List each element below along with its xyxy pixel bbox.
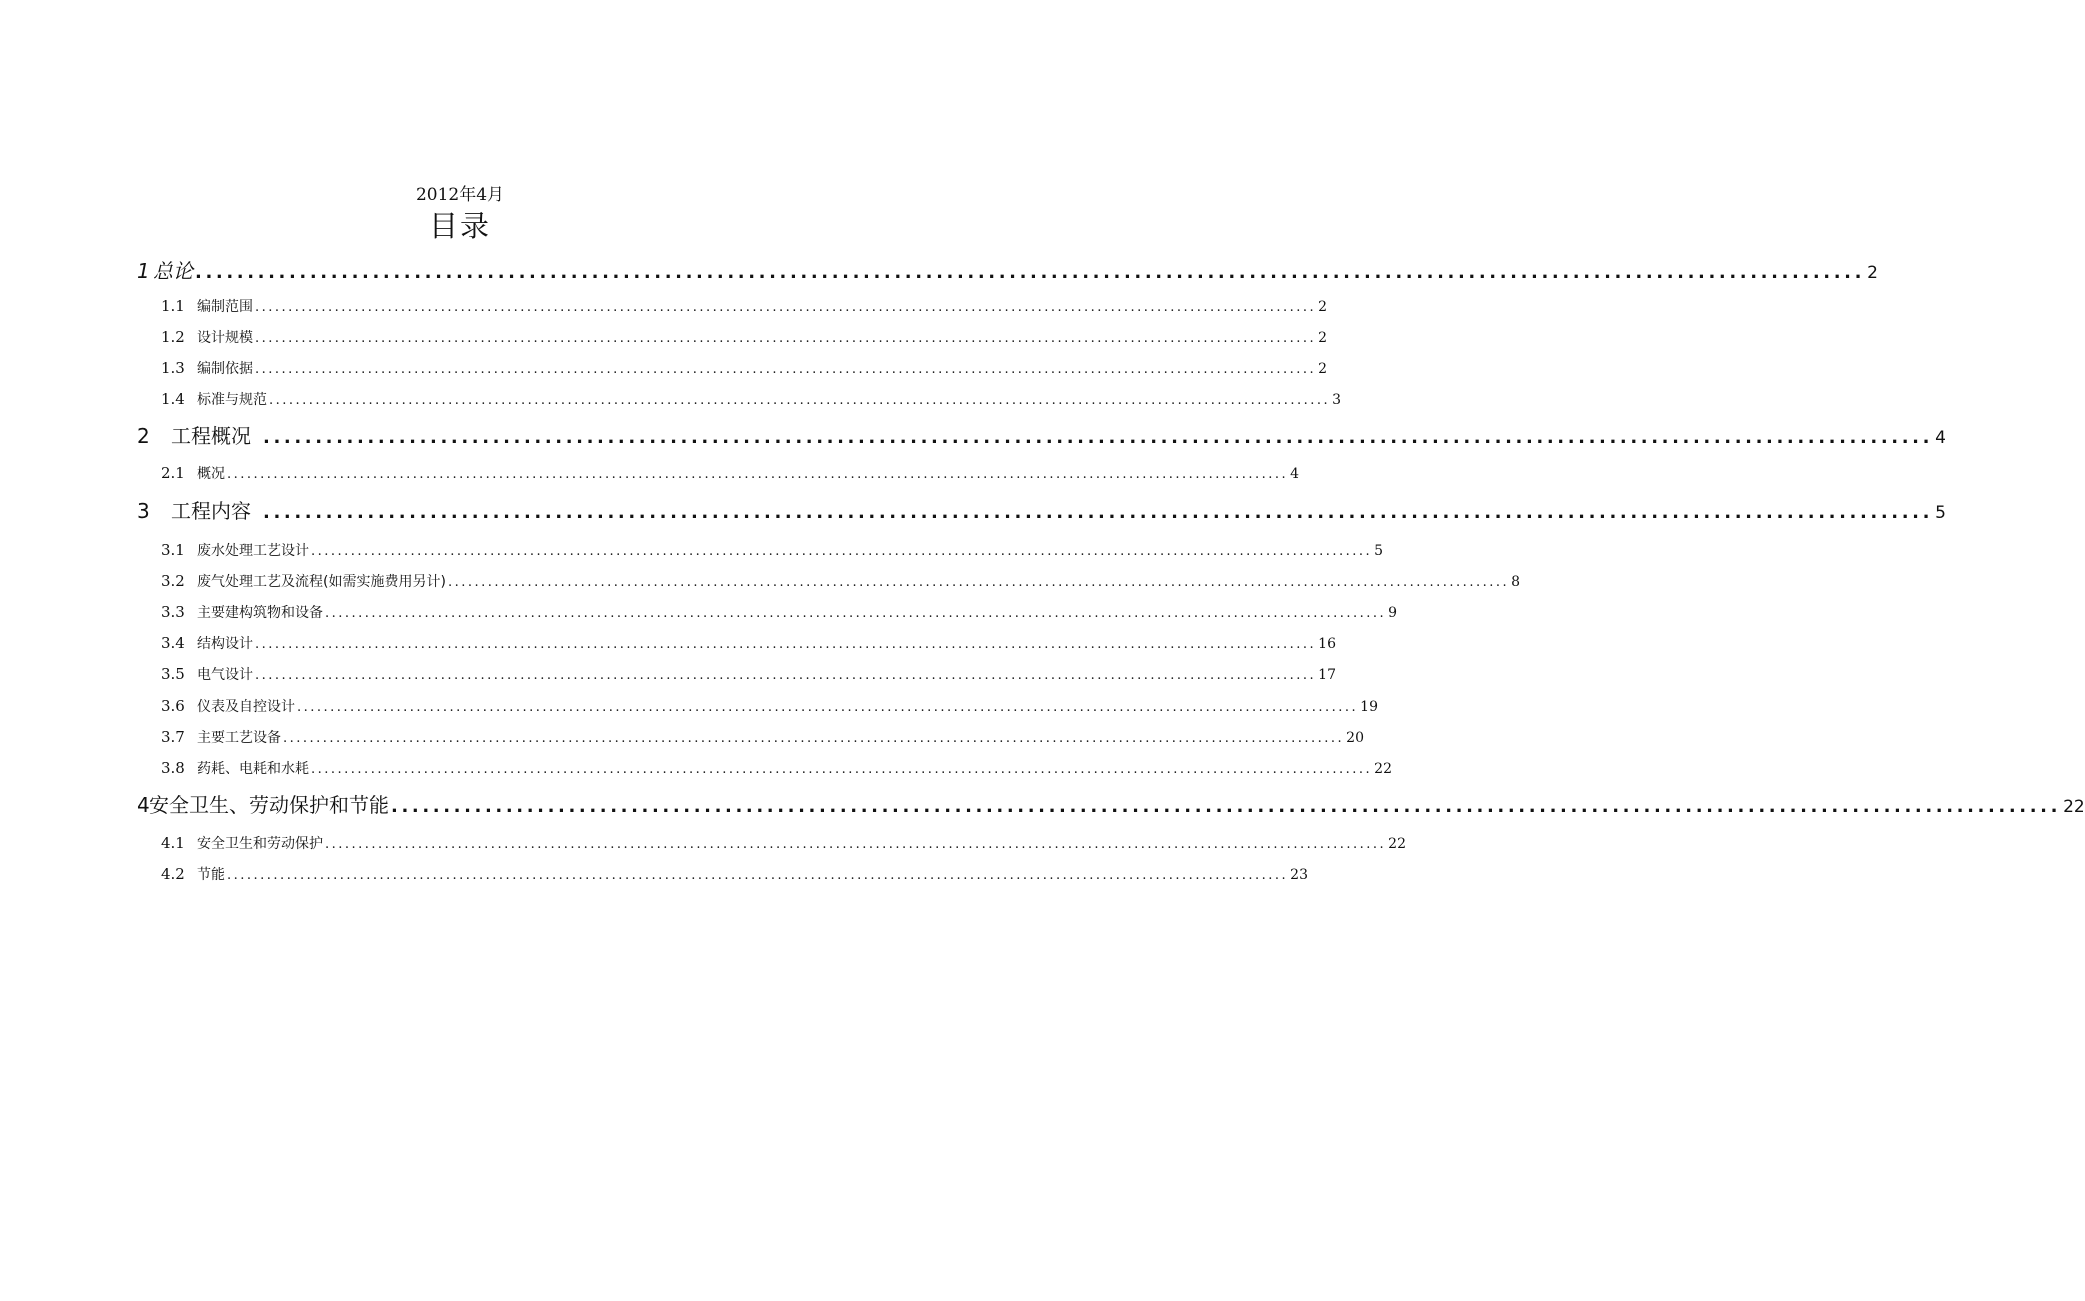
dot-leader: ................................................................................................................................................................: [255, 362, 1317, 377]
toc-entry-page: 16: [1318, 636, 1336, 652]
toc-entry-2-1[interactable]: [161, 462, 1300, 486]
toc-entry-number: 1.1: [161, 297, 185, 315]
dot-leader: ................................................................................................................................................................: [447, 575, 1510, 590]
toc-entry-number: 4.1: [161, 834, 185, 852]
toc-entry-page: 17: [1318, 667, 1336, 683]
toc-entry-page: 9: [1388, 605, 1398, 621]
toc-entry-text: 编制范围: [197, 299, 253, 315]
toc-entry-1-2[interactable]: [161, 326, 1328, 350]
toc-entry-page: 22: [1388, 836, 1406, 852]
dot-leader: ................................................................................................................................................................: [195, 262, 1866, 283]
toc-entry-number: 3: [137, 499, 150, 523]
toc-entry-page: 5: [1935, 503, 1946, 523]
toc-entry-page: 2: [1318, 330, 1328, 346]
dot-leader: ................................................................................................................................................................: [227, 868, 1289, 883]
toc-entry-text: 安全卫生和劳动保护: [197, 836, 323, 852]
toc-entry-number: 2: [137, 424, 150, 448]
dot-leader: ................................................................................................................................................................: [311, 762, 1373, 777]
toc-entry-3-7[interactable]: [161, 726, 1364, 750]
toc-entry-page: 2: [1318, 361, 1328, 377]
toc-entry-number: 3.4: [161, 634, 185, 652]
toc-entry-text: 结构设计: [197, 636, 253, 652]
toc-entry-1-4[interactable]: [161, 388, 1342, 412]
toc-entry-number: 1.3: [161, 359, 185, 377]
toc-entry-3-3[interactable]: [161, 601, 1398, 625]
document-date: 2012年4月: [415, 185, 505, 205]
toc-entry-3-5[interactable]: [161, 663, 1336, 687]
dot-leader: ................................................................................................................................................................: [263, 502, 1934, 523]
toc-entry-3[interactable]: [137, 497, 1946, 527]
dot-leader: ................................................................................................................................................................: [255, 331, 1317, 346]
dot-leader: ................................................................................................................................................................: [311, 544, 1373, 559]
dot-leader: ................................................................................................................................................................: [297, 700, 1359, 715]
toc-entry-number: 4: [137, 793, 150, 817]
toc-entry-page: 3: [1332, 392, 1342, 408]
toc-entry-4[interactable]: [137, 791, 2085, 821]
toc-entry-number: 3.5: [161, 665, 185, 683]
toc-entry-number: 3.7: [161, 728, 185, 746]
toc-entry-4-1[interactable]: [161, 832, 1406, 856]
dot-leader: ................................................................................................................................................................: [269, 393, 1331, 408]
toc-entry-3-8[interactable]: [161, 757, 1392, 781]
dot-leader: ................................................................................................................................................................: [227, 467, 1289, 482]
toc-entry-page: 4: [1290, 466, 1300, 482]
toc-entry-text: 药耗、电耗和水耗: [197, 761, 309, 777]
toc-entry-1-1[interactable]: [161, 295, 1328, 319]
toc-entry-number: 3.3: [161, 603, 185, 621]
toc-entry-text: 安全卫生、劳动保护和节能: [149, 793, 389, 817]
toc-entry-number: 1: [137, 259, 150, 283]
toc-entry-number: 1.4: [161, 390, 185, 408]
toc-entry-text: 主要建构筑物和设备: [197, 605, 323, 621]
toc-entry-page: 8: [1511, 574, 1521, 590]
toc-entry-page: 23: [1290, 867, 1308, 883]
toc-entry-text: 编制依据: [197, 361, 253, 377]
toc-entry-1[interactable]: [137, 257, 1878, 287]
toc-entry-text: 标准与规范: [197, 392, 267, 408]
dot-leader: ................................................................................................................................................................: [255, 637, 1317, 652]
toc-entry-3-6[interactable]: [161, 695, 1378, 719]
toc-entry-page: 4: [1935, 428, 1946, 448]
toc-entry-text: 概况: [197, 466, 225, 482]
toc-entry-page: 2: [1867, 263, 1878, 283]
toc-title: 目录: [428, 209, 491, 243]
toc-entry-text: 节能: [197, 867, 225, 883]
dot-leader: ................................................................................................................................................................: [263, 427, 1934, 448]
toc-entry-number: 1.2: [161, 328, 185, 346]
toc-entry-page: 5: [1374, 543, 1384, 559]
dot-leader: ................................................................................................................................................................: [325, 606, 1387, 621]
toc-entry-text: 废气处理工艺及流程(如需实施费用另计): [197, 574, 446, 590]
toc-entry-number: 2.1: [161, 464, 185, 482]
toc-entry-page: 19: [1360, 699, 1378, 715]
toc-entry-text: 总论: [153, 259, 193, 283]
dot-leader: ................................................................................................................................................................: [255, 668, 1317, 683]
toc-entry-4-2[interactable]: [161, 863, 1308, 887]
toc-entry-3-1[interactable]: [161, 539, 1384, 563]
toc-entry-number: 3.1: [161, 541, 185, 559]
toc-entry-text: 主要工艺设备: [197, 730, 281, 746]
toc-entry-number: 3.8: [161, 759, 185, 777]
toc-entry-text: 仪表及自控设计: [197, 699, 295, 715]
toc-entry-3-2[interactable]: [161, 570, 1521, 594]
dot-leader: ................................................................................................................................................................: [255, 300, 1317, 315]
dot-leader: ................................................................................................................................................................: [283, 731, 1345, 746]
toc-entry-text: 工程内容: [171, 499, 251, 523]
toc-entry-number: 4.2: [161, 865, 185, 883]
toc-entry-2[interactable]: [137, 422, 1946, 452]
toc-entry-page: 2: [1318, 299, 1328, 315]
toc-entry-number: 3.2: [161, 572, 185, 590]
dot-leader: ................................................................................................................................................................: [391, 796, 2062, 817]
toc-entry-page: 20: [1346, 730, 1364, 746]
toc-entry-text: 电气设计: [197, 667, 253, 683]
toc-entry-1-3[interactable]: [161, 357, 1328, 381]
toc-entry-text: 工程概况: [171, 424, 251, 448]
toc-entry-text: 废水处理工艺设计: [197, 543, 309, 559]
dot-leader: ................................................................................................................................................................: [325, 837, 1387, 852]
toc-entry-3-4[interactable]: [161, 632, 1336, 656]
toc-entry-page: 22: [2063, 797, 2085, 817]
toc-entry-text: 设计规模: [197, 330, 253, 346]
toc-entry-number: 3.6: [161, 697, 185, 715]
toc-entry-page: 22: [1374, 761, 1392, 777]
